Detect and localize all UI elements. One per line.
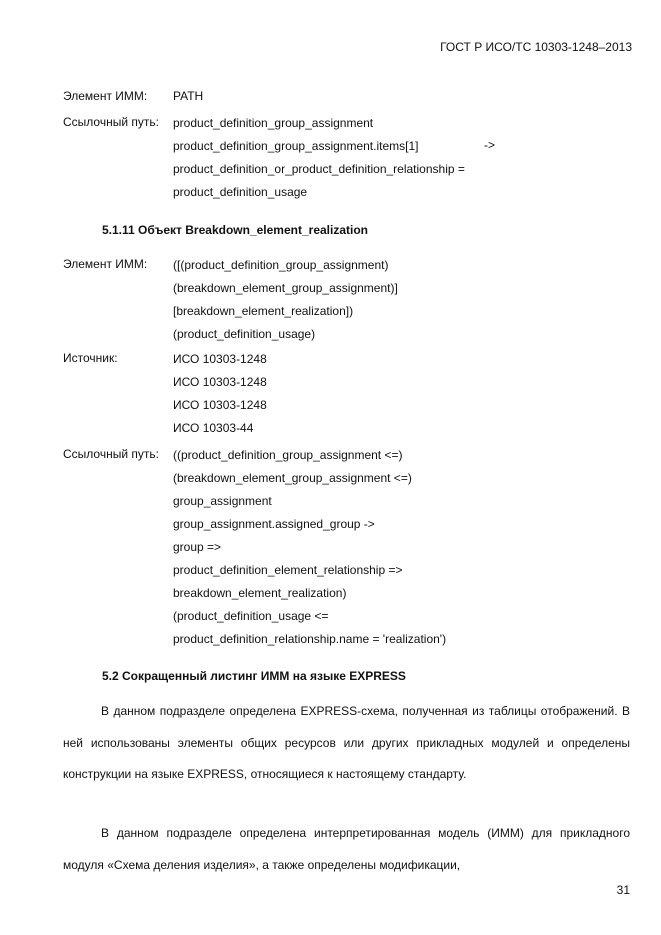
reference-path-line: product_definition_group_assignment.items[1] — [173, 139, 419, 153]
reference-path-label: Ссылочный путь: — [63, 447, 159, 461]
reference-path-line: product_definition_or_product_definition_relationship = — [173, 162, 465, 176]
paragraph-text: В данном подразделе определена интерпретированная модель (ИММ) для прикладного модуля «Схема деления изделия», а также определены модификации, — [63, 826, 630, 872]
reference-path-line: (product_definition_usage <= — [173, 609, 329, 623]
imm-element-lines — [173, 257, 398, 349]
reference-path-line: group_assignment — [173, 494, 272, 508]
source-lines — [173, 351, 267, 443]
imm-element-value: PATH — [173, 89, 204, 103]
imm-element-line: [breakdown_element_realization]) — [173, 304, 354, 318]
section-heading-5-2: 5.2 Сокращенный листинг ИММ на языке EXPRESS — [102, 669, 406, 683]
source-label: Источник: — [63, 351, 118, 365]
reference-path-lines — [173, 447, 446, 654]
source-line: ИСО 10303-1248 — [173, 352, 267, 366]
body-paragraph-2 — [63, 818, 630, 881]
body-paragraph-1 — [63, 696, 630, 791]
reference-path-line: group => — [173, 540, 222, 554]
section-heading-5-1-11: 5.1.11 Объект Breakdown_element_realization — [102, 223, 368, 237]
reference-path-line: product_definition_usage — [173, 185, 308, 199]
reference-path-label: Ссылочный путь: — [63, 115, 159, 129]
reference-path-line: (breakdown_element_group_assignment <=) — [173, 471, 412, 485]
page-number: 31 — [616, 883, 630, 897]
reference-path-line: product_definition_group_assignment — [173, 116, 374, 130]
reference-path-line: product_definition_element_relationship => — [173, 563, 403, 577]
paragraph-text: В данном подразделе определена EXPRESS-схема, полученная из таблицы отображений. В ней использованы элементы общих ресурсов или других прикладных модулей и определены конструкции на языке EXPRESS, относящиеся к настоящему стандарту. — [63, 704, 630, 781]
imm-element-line: (breakdown_element_group_assignment)] — [173, 281, 398, 295]
imm-element-label: Элемент ИММ: — [63, 257, 148, 271]
reference-path-line: ((product_definition_group_assignment <=) — [173, 448, 403, 462]
source-line: ИСО 10303-1248 — [173, 398, 267, 412]
document-header: ГОСТ Р ИСО/ТС 10303-1248–2013 — [440, 40, 632, 54]
imm-element-line: ([(product_definition_group_assignment) — [173, 258, 389, 272]
source-line: ИСО 10303-44 — [173, 421, 254, 435]
imm-element-line: (product_definition_usage) — [173, 327, 316, 341]
reference-path-line: product_definition_relationship.name = 'realization') — [173, 632, 447, 646]
arrow-symbol: -> — [484, 138, 496, 152]
reference-path-lines — [173, 115, 465, 207]
reference-path-line: group_assignment.assigned_group -> — [173, 517, 375, 531]
reference-path-line: breakdown_element_realization) — [173, 586, 347, 600]
source-line: ИСО 10303-1248 — [173, 375, 267, 389]
imm-element-label: Элемент ИММ: — [63, 89, 148, 103]
